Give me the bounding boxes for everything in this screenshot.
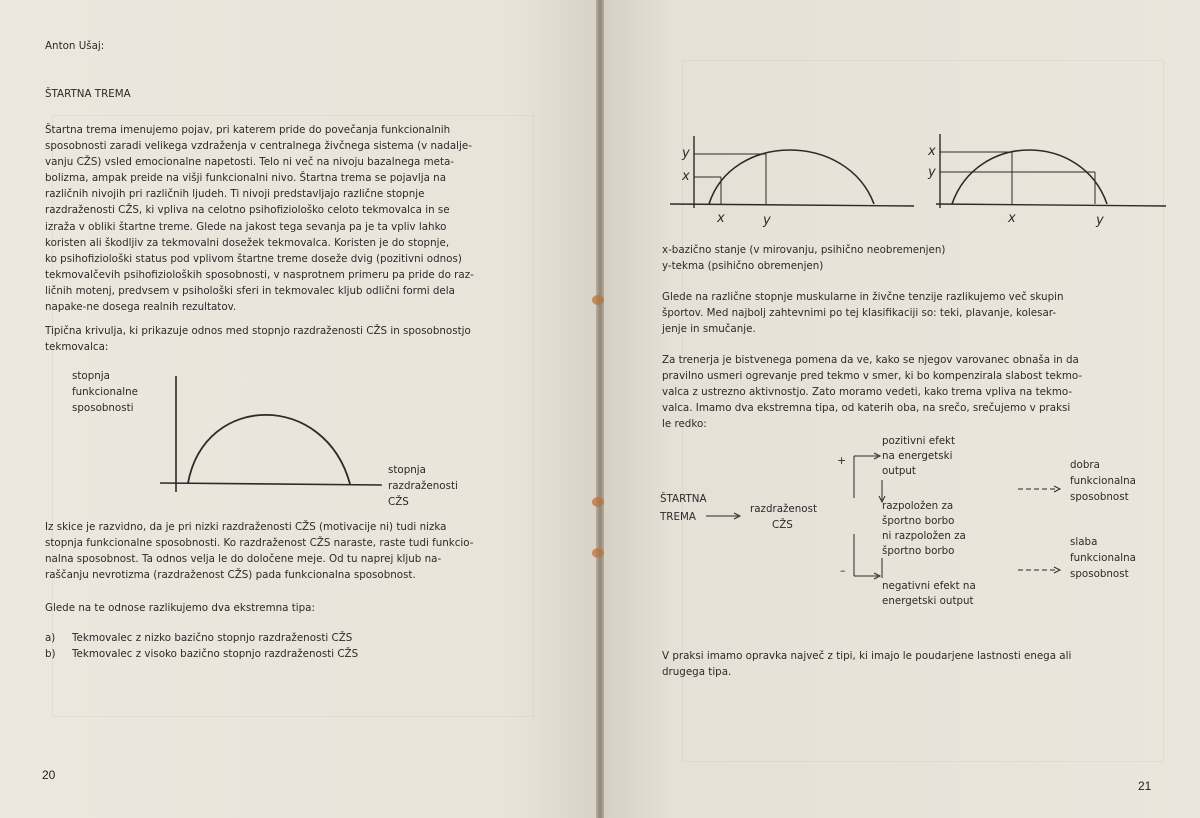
left-paragraph-1-line: vanju CŽS) vsled emocionalne napetosti. Telo ni več na nivoju bazalnega meta- [45,156,455,169]
bad-capacity-1: slaba [1070,536,1098,548]
graph-type-a [670,136,914,228]
positive-effect-3: output [882,465,916,477]
graph-b-x-tick-label: x [928,144,936,159]
graph-type-b [927,134,1166,228]
left-paragraph-1-line: koristen ali škodljiv za tekmovalni dosežek tekmovalca. Koristen je do stopnje, [45,236,450,249]
page-number-right: 21 [1138,779,1152,793]
diagram-mid-1: razdraženost [750,503,817,515]
list-item-b: Tekmovalec z visoko bazično stopnjo razdraženosti CŽS [72,648,359,660]
sketch-x-axis [160,483,382,485]
good-mood-2: športno borbo [882,515,955,527]
graph-a-x-label: x [717,211,725,226]
right-paragraph-1-line: športov. Med najbolj zahtevnimi po tej klasifikaciji so: teki, plavanje, kolesar- [662,307,1057,320]
right-page [602,0,1200,818]
right-paragraph-3-line: drugega tipa. [662,666,732,679]
left-paragraph-2-line: Tipična krivulja, ki prikazuje odnos med stopnjo razdraženosti CŽS in sposobnostjo [45,325,471,337]
author-name: Anton Ušaj: [45,40,105,52]
right-paragraph-2-line: Za trenerja je bistvenega pomena da ve, kako se njegov varovanec obnaša in da [662,354,1079,366]
left-paragraph-1-line: različnih nivojih pri različnih ljudeh. Ti nivoji predstavljajo različne stopnje [45,188,425,201]
sketch-x-label-3: CŽS [388,496,409,508]
right-paragraph-2-line: valca z ustrezno aktivnostjo. Zato moramo vedeti, kako trema vpliva na tekmo- [662,386,1073,399]
good-capacity-1: dobra [1070,459,1100,471]
left-paragraph-3-line: raščanju nevrotizma (razdraženost CŽS) pada funkcionalna sposobnost. [45,569,416,582]
left-paragraph-1-line: ličnih motenj, predvsem v psihološki sferi in tekmovalec kljub odlični formi dela [45,284,455,297]
graph-legend-line: x-bazično stanje (v mirovanju, psihično neobremenjen) [662,244,946,256]
page-number-left: 20 [42,768,56,782]
bad-capacity-3: sposobnost [1070,568,1129,580]
bad-mood-1: ni razpoložen za [882,530,966,542]
sketch-y-label-2: funkcionalne [72,386,139,398]
graph-b-y-tick-label: y [928,165,936,180]
graph-b-x-label: x [1008,211,1016,226]
graph-a-curve [709,150,874,204]
right-paragraph-2-line: valca. Imamo dva ekstremna tipa, od katerih oba, na srečo, srečujemo v praksi [662,402,1071,415]
graph-b-x-axis [936,204,1166,206]
sketch-curve [188,415,350,484]
list-marker-a: a) [45,632,56,644]
left-paragraph-2-line: tekmovalca: [45,341,109,354]
diagram-minus-sign: – [840,564,846,577]
graph-a-x-tick-label: x [682,169,690,184]
graph-a-y-label: y [763,213,771,228]
left-paragraph-1-line: ko psihofiziološki status pod vplivom štartne treme doseže dvig (pozitivni odnos) [45,252,462,265]
article-title: ŠTARTNA TREMA [45,88,131,100]
left-paragraph-1-line: napake-ne dosega realnih rezultatov. [45,301,237,314]
left-paragraph-2 [45,323,471,355]
good-mood-1: razpoložen za [882,500,954,512]
list-marker-b: b) [45,648,56,660]
right-paragraph-2-line: pravilno usmeri ogrevanje pred tekmo v smer, ki bo kompenzirala slabost tekmo- [662,370,1083,383]
left-paragraph-1-line: izraža v obliki štartne treme. Glede na jakost tega sevanja pa je ta vpliv lahko [45,220,447,233]
good-capacity-2: funkcionalna [1070,475,1136,487]
left-paragraph-3-line: stopnja funkcionalne sposobnosti. Ko razdraženost CŽS naraste, raste tudi funkcio- [45,537,474,550]
left-paragraph-1-line: bolizma, ampak preide na višji funkcionalni nivo. Štartna trema se pojavlja na [45,172,447,185]
left-paragraph-1-line: tekmovalčevih psihofizioloških sposobnosti, v nasprotnem primeru pa pride do raz- [45,268,474,281]
binding-stain-1 [592,295,604,305]
positive-effect-2: na energetski [882,450,953,462]
sketch-y-label-3: sposobnosti [72,402,134,414]
graph-a-y-tick-label: y [682,146,690,161]
right-paragraph-2 [662,352,1082,432]
left-page [0,0,598,818]
bad-mood-2: športno borbo [882,545,955,557]
sketch-y-label-1: stopnja [72,370,110,382]
negative-effect-2: energetski output [882,595,974,607]
left-paragraph-3-line: Iz skice je razvidno, da je pri nizki razdraženosti CŽS (motivacije ni) tudi nizka [45,521,447,533]
right-paragraph-3-line: V praksi imamo opravka največ z tipi, ki imajo le poudarjene lastnosti enega ali [662,650,1072,662]
sketch-x-label-1: stopnja [388,464,426,476]
trema-flow-diagram [654,428,1174,628]
diagram-plus-sign: + [837,454,847,467]
list-item-a: Tekmovalec z nizko bazično stopnjo razdraženosti CŽS [72,632,353,644]
graph-a-x-axis [670,204,914,206]
graph-legend [662,242,945,274]
left-paragraph-3-line: nalna sposobnost. Ta odnos velja le do določene meje. Od tu naprej kljub na- [45,553,442,566]
binding-stain-3 [592,548,604,558]
left-paragraph-3 [45,519,474,583]
left-paragraph-1-line: sposobnosti zaradi velikega vzdraženja v centralnega živčnega sistema (v nadalje- [45,140,472,153]
diagram-start-1: ŠTARTNA [660,493,707,505]
diagram-start-2: TREMA [660,511,696,523]
book-gutter [596,0,604,818]
negative-effect-1: negativni efekt na [882,580,976,592]
right-paragraph-3 [662,648,1071,680]
graph-b-y-label: y [1096,213,1104,228]
diagram-mid-2: CŽS [772,519,793,531]
binding-stain-2 [592,497,604,507]
graph-legend-line: y-tekma (psihično obremenjen) [662,260,824,273]
left-paragraph-4: Glede na te odnose razlikujemo dva ekstremna tipa: [45,602,315,614]
left-paragraph-1-line: Štartna trema imenujemo pojav, pri katerem pride do povečanja funkcionalnih [45,124,451,136]
left-paragraph-1-line: razdraženosti CŽS, ki vpliva na celotno psihofiziološko celoto tekmovalca in se [45,204,450,217]
tension-graphs [662,132,1172,232]
right-paragraph-2-line: le redko: [662,418,707,431]
right-paragraph-1 [662,289,1064,337]
bad-capacity-2: funkcionalna [1070,552,1136,564]
excitation-curve-sketch [50,362,490,512]
good-capacity-3: sposobnost [1070,491,1129,503]
right-paragraph-1-line: Glede na različne stopnje muskularne in živčne tenzije razlikujemo več skupin [662,291,1064,303]
sketch-x-label-2: razdraženosti [388,480,458,492]
graph-b-curve [952,150,1107,204]
left-paragraph-1 [45,122,474,315]
positive-effect-1: pozitivni efekt [882,435,956,447]
right-paragraph-1-line: jenje in smučanje. [662,323,756,336]
